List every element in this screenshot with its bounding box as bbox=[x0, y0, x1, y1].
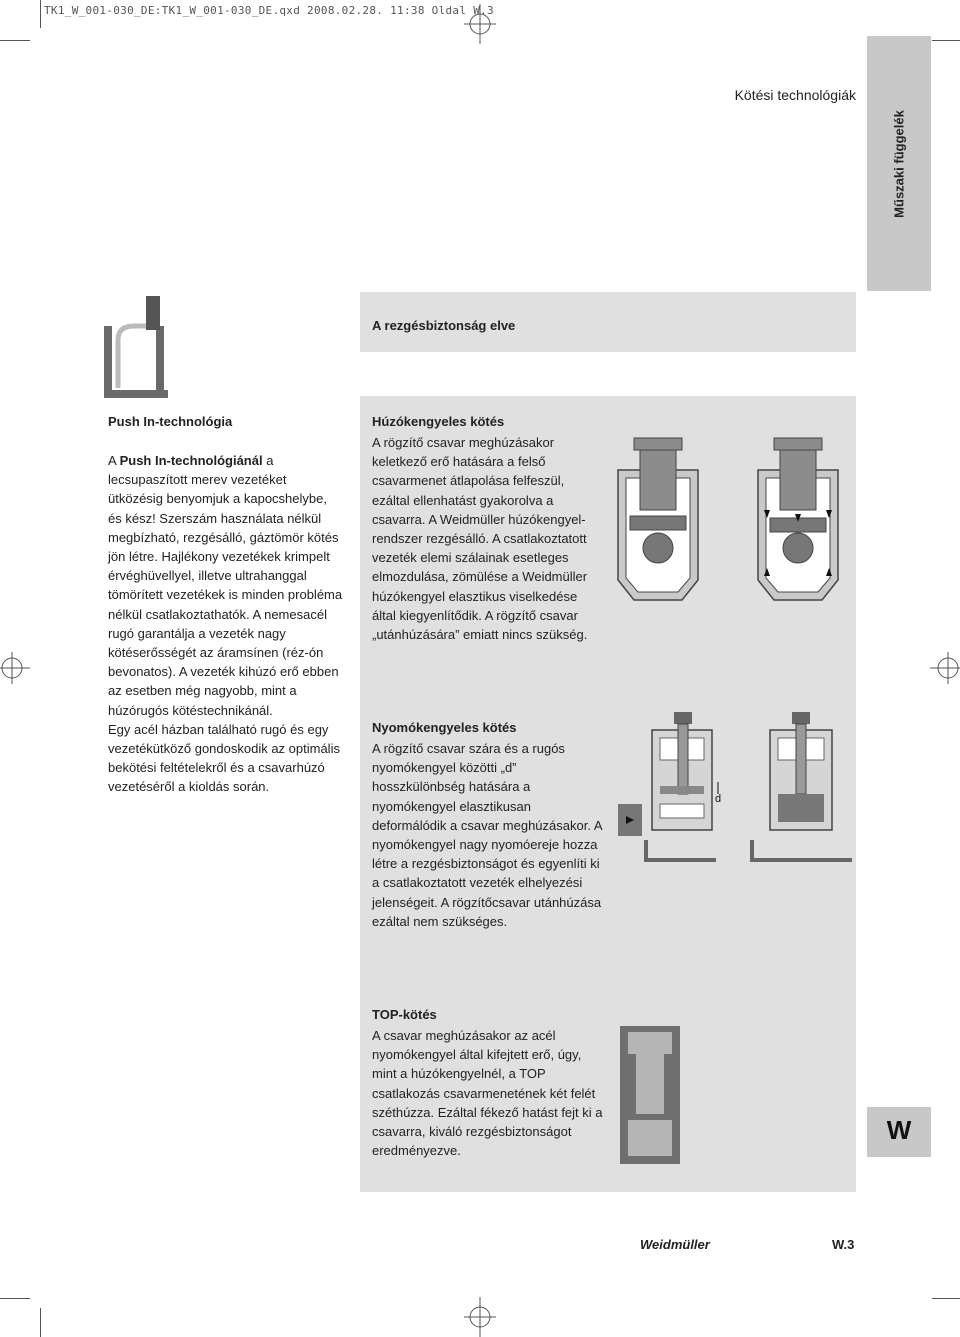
page-number: W.3 bbox=[832, 1237, 855, 1252]
crop-mark-bottom-right bbox=[932, 1298, 960, 1299]
d-label: d bbox=[715, 793, 722, 805]
section-title: Kötési technológiák bbox=[734, 87, 856, 103]
push-in-prefix: A bbox=[108, 453, 120, 468]
section-heading: Húzókengyeles kötés bbox=[372, 414, 505, 429]
crop-mark-top-right bbox=[932, 40, 960, 41]
clamp-diagram-1 bbox=[612, 430, 852, 610]
panel-title: A rezgésbiztonság elve bbox=[372, 318, 516, 333]
chapter-letter: W bbox=[886, 1115, 912, 1145]
print-slug: TK1_W_001-030_DE:TK1_W_001-030_DE.qxd 2008.02.28. 11:38 Oldal W.3 bbox=[44, 4, 494, 17]
section-heading: TOP-kötés bbox=[372, 1007, 437, 1022]
section-text: A rögzítő csavar szára és a rugós nyomókengyel közötti „d” hosszkülönbség hatására a nyomókengyel elasztikusan deformálódik a csavar meghúzásakor. A nyomókengyel nagy nyomóereje hozza létre a rezgésbiztonságot és egyenlíti ki a csatlakoztatott vezeték elhelyezési jelenségeit. A rögzítőcsavar utánhúzása ezáltal nem szükséges. bbox=[372, 741, 602, 929]
clamp-diagram-2 bbox=[612, 710, 854, 870]
side-tab bbox=[867, 36, 931, 291]
crop-mark-bottom-left bbox=[0, 1298, 30, 1299]
push-in-body bbox=[108, 451, 344, 797]
crop-mark-bottom-left-v bbox=[40, 1308, 41, 1337]
side-tab-label: Műszaki függelék bbox=[891, 109, 907, 218]
push-in-text: a lecsupaszított merev vezetéket ütközésig benyomjuk a kapocshelybe, és kész! Szerszám használata nélkül megbízható, rezgésálló, gáztömör kötés jön létre. Hajlékony vezetékek krimpelt érvéghüvellyel, illetve ultrahanggal tömörített vezetékek is minden probléma nélkül csatlakoztathatók. A nemesacél rugó garantálja a vezeték nagy kötéserősségét az áramsínen (réz-ón bevonatos). A vezeték kihúzó erő ebben az esetben még nagyobb, mint a húzórugós kötéstechnikánál. bbox=[108, 453, 343, 718]
section-text: A csavar meghúzásakor az acél nyomókengyel által kifejtett erő, úgy, mint a húzókengyelnél, a TOP csatlakozás csavarmenetének két felét széthúzza. Ezáltal fékező hatást fejt ki a csavarra, kiváló rezgésbiztonságot eredményezve. bbox=[372, 1028, 603, 1159]
crop-mark-top-left-v bbox=[40, 0, 41, 28]
chapter-tab bbox=[867, 1107, 931, 1157]
section-heading: Nyomókengyeles kötés bbox=[372, 720, 517, 735]
clamp-diagram-3 bbox=[618, 1022, 682, 1170]
registration-mark-bottom bbox=[460, 1297, 500, 1337]
registration-mark-left bbox=[0, 648, 40, 688]
push-in-icon bbox=[104, 296, 168, 400]
section-text: A rögzítő csavar meghúzásakor keletkező erő hatására a felső csavarmenet átlapolása felfeszül, ezáltal ellenhatást gyakorolva a csavarra. A Weidmüller húzókengyel-rendszer rezgésálló. A csatlakoztatott vezeték elemi szálainak esetleges elmozdulása, zömülése a Weidmüller húzókengyel elasztikus viselkedése által kiegyenlítődik. A rögzítő csavar „utánhúzására” emiatt nincs szükség. bbox=[372, 435, 588, 643]
registration-mark-right bbox=[920, 648, 960, 688]
push-in-title: Push In-technológia bbox=[108, 414, 233, 429]
panel-divider bbox=[360, 352, 856, 396]
crop-mark-top-left bbox=[0, 40, 30, 41]
registration-mark-top bbox=[460, 4, 500, 44]
push-in-text-2: Egy acél házban található rugó és egy vezetékütköző gondoskodik az optimális bekötési feltételekről és a csavarhúzó vezetéséről a kioldás során. bbox=[108, 721, 340, 795]
weidmuller-logo: Weidmüller bbox=[640, 1237, 710, 1252]
push-in-bold-term: Push In-technológiánál bbox=[119, 453, 263, 468]
